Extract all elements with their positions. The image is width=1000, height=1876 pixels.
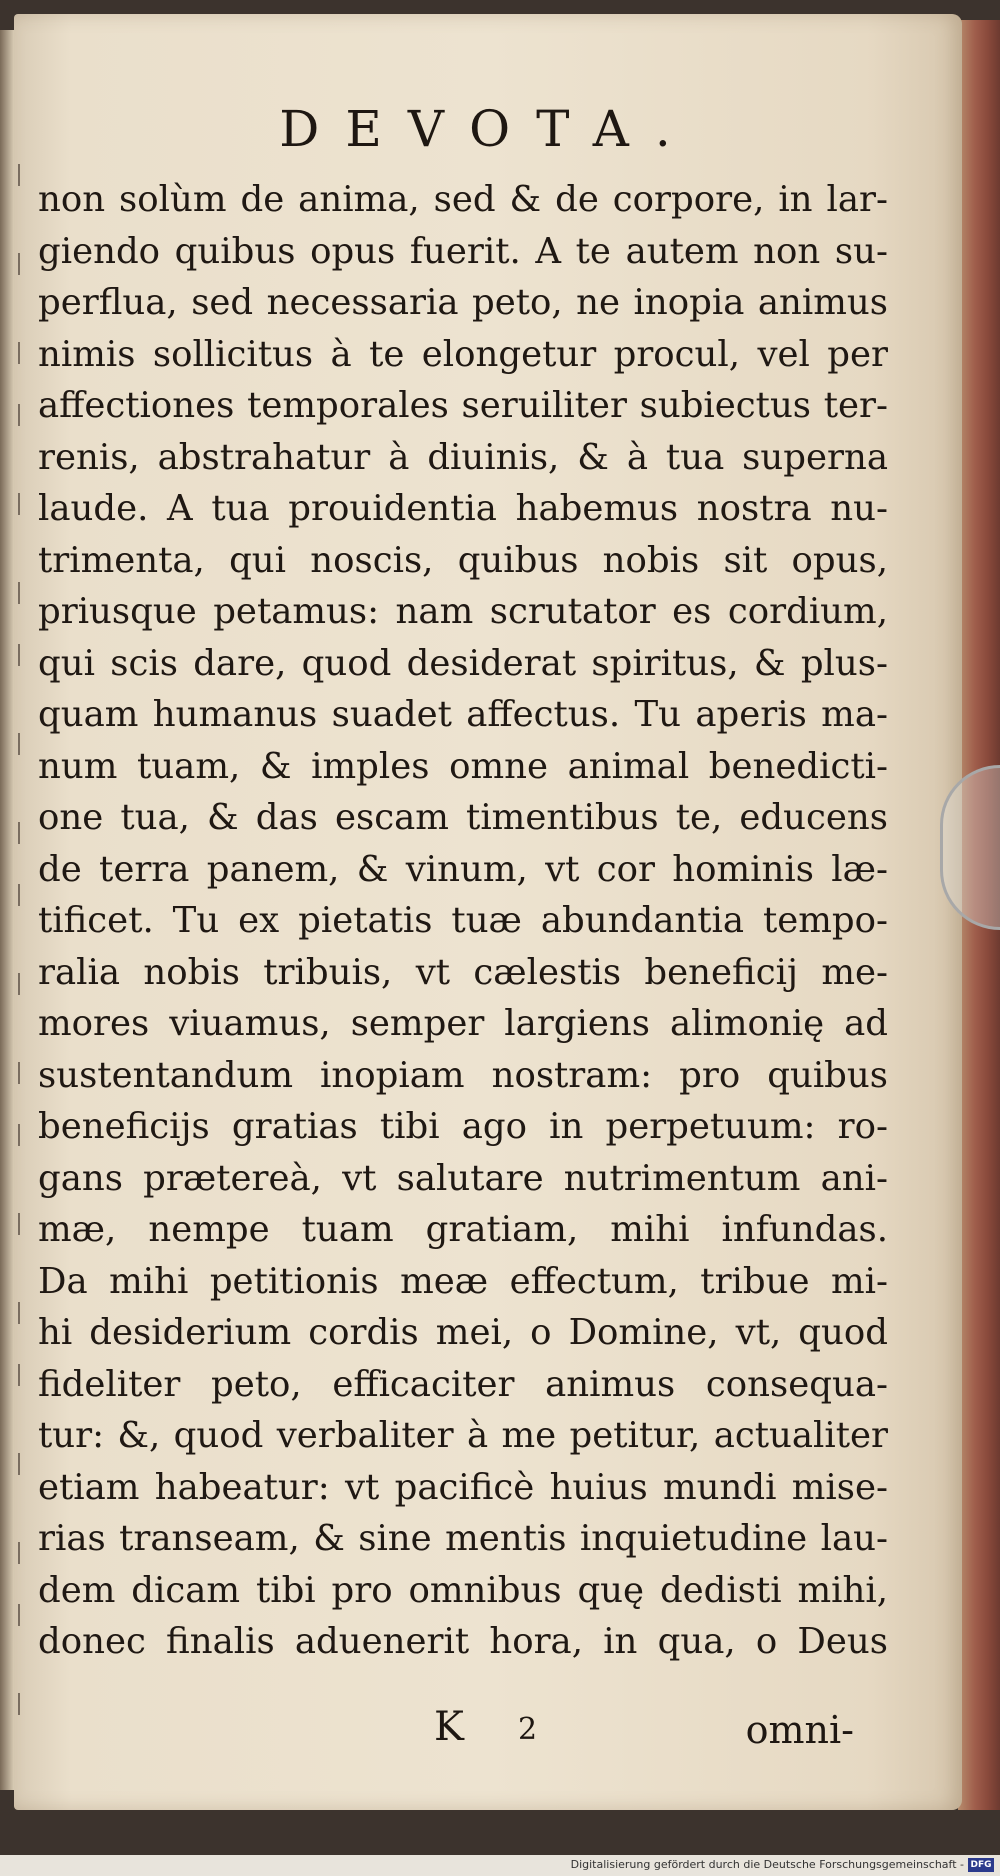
text-line: Da mihi petitionis meæ effectum, tribue mi- [38,1260,888,1302]
text-line: priusque petamus: nam scrutator es cordium, [38,591,888,632]
text-line: mores viuamus, semper largiens alimonię ad [38,1003,888,1044]
margin-mark [18,404,26,426]
text-line: nimis sollicitus à te elongetur procul, vel per [38,333,888,375]
margin-mark [18,733,26,755]
text-line: non solùm de anima, sed & de corpore, in lar- [38,179,888,220]
margin-mark [18,342,26,364]
running-head: DEVOTA. [279,100,697,158]
text-line: donec finalis aduenerit hora, in qua, o Deus [38,1621,888,1662]
signature-line [434,1704,854,1754]
margin-mark [18,1604,26,1626]
text-line: de terra panem, & vinum, vt cor hominis læ- [38,848,888,890]
margin-mark [18,1124,26,1146]
text-line: mæ, nempe tuam gratiam, mihi infundas. [38,1209,888,1250]
text-line: trimenta, qui noscis, quibus nobis sit opus, [38,539,888,581]
text-line: num tuam, & imples omne animal benedicti- [38,745,888,787]
body-text [38,174,888,1668]
footer-credit: Digitalisierung gefördert durch die Deutsche Forschungsgemeinschaft - [570,1858,964,1871]
text-line: tur: &, quod verbaliter à me petitur, actualiter [38,1415,888,1456]
text-line: ralia nobis tribuis, vt cælestis beneficij me- [38,951,888,993]
text-line: etiam habeatur: vt pacificè huius mundi mise- [38,1466,888,1508]
signature-mark: K [434,1704,464,1750]
bleed-through-margin-marks [14,164,34,1764]
text-line: gans prætereà, vt salutare nutrimentum ani- [38,1157,888,1199]
signature-number: 2 [518,1712,538,1747]
catchword: omni- [745,1708,854,1752]
text-line: tificet. Tu ex pietatis tuæ abundantia tempo- [38,900,888,941]
text-line: fideliter peto, efficaciter animus consequa- [38,1363,888,1405]
margin-mark [18,1364,26,1386]
margin-mark [18,644,26,666]
dfg-logo: DFG [968,1858,994,1872]
margin-mark [18,973,26,995]
margin-mark [18,1693,26,1715]
margin-mark [18,1062,26,1084]
text-line: giendo quibus opus fuerit. A te autem non su- [38,230,888,272]
text-line: rias transeam, & sine mentis inquietudine lau- [38,1518,888,1559]
margin-mark [18,164,26,186]
text-line: perflua, sed necessaria peto, ne inopia animus [38,282,888,323]
margin-mark [18,1453,26,1475]
margin-mark [18,1302,26,1324]
text-line: one tua, & das escam timentibus te, educens [38,797,888,838]
text-line: beneficijs gratias tibi ago in perpetuum: ro- [38,1106,888,1147]
text-line: sustentandum inopiam nostram: pro quibus [38,1054,888,1096]
text-line: affectiones temporales seruiliter subiectus ter- [38,385,888,426]
margin-mark [18,582,26,604]
text-line: quam humanus suadet affectus. Tu aperis ma- [38,694,888,735]
text-line: hi desiderium cordis mei, o Domine, vt, quod [38,1312,888,1353]
footer-bar [0,1855,1000,1876]
text-line: dem dicam tibi pro omnibus quę dedisti mihi, [38,1569,888,1611]
margin-mark [18,1213,26,1235]
previous-page-edge [0,30,14,1790]
text-line: renis, abstrahatur à diuinis, & à tua superna [38,436,888,478]
margin-mark [18,1542,26,1564]
text-line: laude. A tua prouidentia habemus nostra nu- [38,488,888,529]
margin-mark [18,884,26,906]
text-line: qui scis dare, quod desiderat spiritus, & plus- [38,642,888,684]
margin-mark [18,253,26,275]
margin-mark [18,493,26,515]
book-page [14,14,962,1810]
margin-mark [18,822,26,844]
